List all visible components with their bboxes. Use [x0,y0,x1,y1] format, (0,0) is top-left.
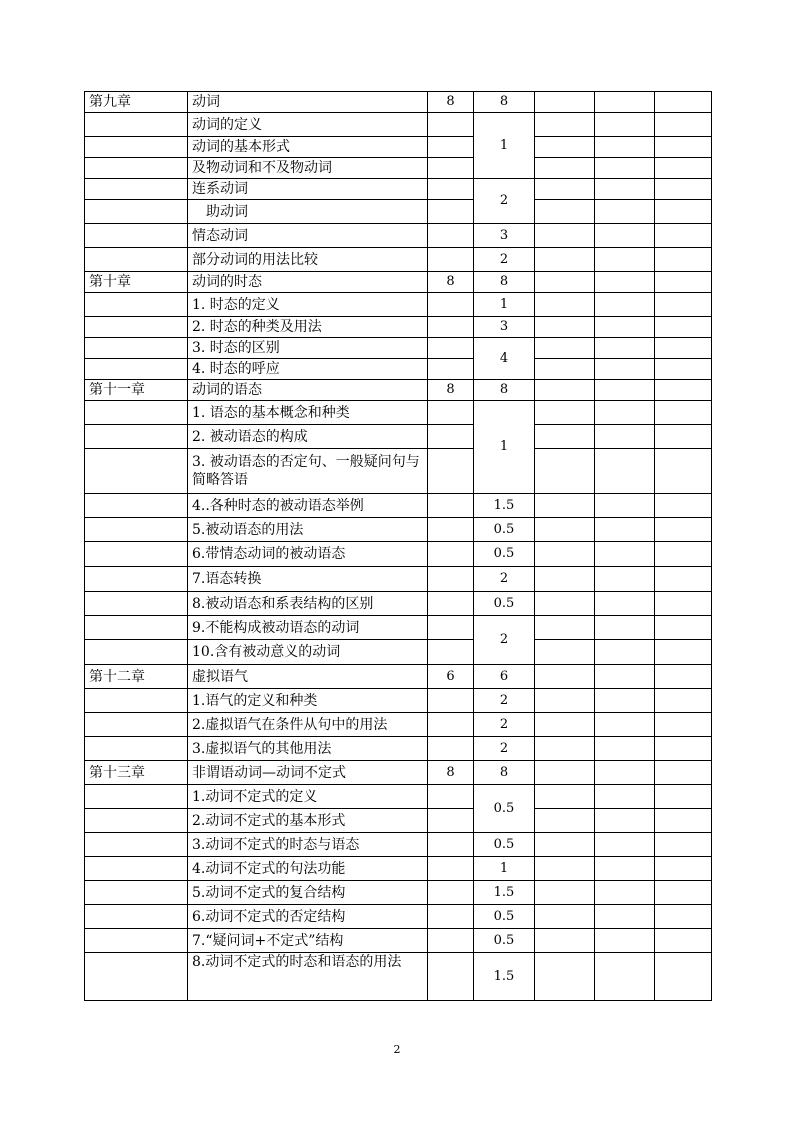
topic-cell: 8.被动语态和系表结构的区别 [188,592,428,616]
topic-cell: 7.“疑问词+不定式”结构 [188,929,428,953]
table-row [85,179,712,200]
chapter-cell [85,401,188,425]
chapter-cell [85,137,188,158]
chapter-cell: 第十三章 [85,761,188,785]
total-hours-cell [428,359,474,380]
empty-cell [655,200,712,224]
topic-cell: 4. 时态的呼应 [188,359,428,380]
total-hours-cell [428,689,474,713]
chapter-cell [85,449,188,494]
empty-cell [535,689,595,713]
empty-cell [595,881,655,905]
table-row [85,449,712,494]
topic-cell: 5.被动语态的用法 [188,518,428,542]
empty-cell [535,567,595,592]
chapter-cell [85,929,188,953]
total-hours-cell [428,616,474,640]
empty-cell [595,665,655,689]
empty-cell [535,809,595,833]
empty-cell [595,494,655,518]
empty-cell [655,616,712,640]
total-hours-cell [428,542,474,567]
chapter-cell [85,317,188,338]
empty-cell [595,425,655,449]
chapter-cell [85,905,188,929]
empty-cell [595,737,655,761]
table-row [85,380,712,401]
chapter-cell [85,518,188,542]
total-hours-cell: 8 [428,761,474,785]
empty-cell [595,713,655,737]
chapter-cell: 第十章 [85,272,188,293]
page-number: 2 [393,1043,401,1056]
topic-cell: 及物动词和不及物动词 [188,158,428,179]
empty-cell [655,665,712,689]
empty-cell [535,200,595,224]
total-hours-cell: 6 [428,665,474,689]
table-row [85,713,712,737]
topic-cell [188,200,428,224]
chapter-cell [85,224,188,248]
total-hours-cell [428,881,474,905]
chapter-cell [85,293,188,317]
empty-cell [655,713,712,737]
topic-cell: 3.虚拟语气的其他用法 [188,737,428,761]
chapter-cell [85,857,188,881]
total-hours-cell [428,248,474,272]
empty-cell [595,809,655,833]
topic-cell: 4..各种时态的被动语态举例 [188,494,428,518]
empty-cell [655,113,712,137]
topic-cell: 连系动词 [188,179,428,200]
hours-cell: 8 [474,761,535,785]
empty-cell [535,713,595,737]
table-row [85,567,712,592]
syllabus-table [84,91,712,1001]
total-hours-cell [428,425,474,449]
empty-cell [655,317,712,338]
topic-cell: 8.动词不定式的时态和语态的用法 [188,953,428,1001]
empty-cell [655,542,712,567]
hours-cell: 0.5 [474,542,535,567]
topic-cell: 1.语气的定义和种类 [188,689,428,713]
topic-cell: 1. 语态的基本概念和种类 [188,401,428,425]
empty-cell [535,293,595,317]
total-hours-cell [428,929,474,953]
empty-cell [595,567,655,592]
empty-cell [535,449,595,494]
topic-cell: 3. 时态的区别 [188,338,428,359]
empty-cell [535,380,595,401]
topic-cell: 5.动词不定式的复合结构 [188,881,428,905]
chapter-cell [85,542,188,567]
table-row [85,809,712,833]
total-hours-cell [428,113,474,137]
empty-cell [595,137,655,158]
empty-cell [655,338,712,359]
chapter-cell [85,689,188,713]
empty-cell [595,857,655,881]
hours-cell: 1 [474,401,535,494]
chapter-cell: 第十二章 [85,665,188,689]
empty-cell [535,272,595,293]
empty-cell [595,224,655,248]
topic-cell: 虚拟语气 [188,665,428,689]
table-row [85,272,712,293]
empty-cell [535,953,595,1001]
empty-cell [535,494,595,518]
empty-cell [655,293,712,317]
total-hours-cell: 8 [428,380,474,401]
empty-cell [535,905,595,929]
topic-cell: 2.动词不定式的基本形式 [188,809,428,833]
hours-cell: 2 [474,179,535,224]
empty-cell [535,338,595,359]
topic-cell: 非谓语动词—动词不定式 [188,761,428,785]
empty-cell [655,785,712,809]
empty-cell [655,137,712,158]
topic-cell: 3.动词不定式的时态与语态 [188,833,428,857]
hours-cell: 0.5 [474,833,535,857]
total-hours-cell [428,200,474,224]
empty-cell [535,737,595,761]
topic-cell: 1.动词不定式的定义 [188,785,428,809]
table-row [85,200,712,224]
total-hours-cell [428,317,474,338]
table-row [85,137,712,158]
empty-cell [535,881,595,905]
hours-cell: 6 [474,665,535,689]
table-row [85,616,712,640]
chapter-cell [85,809,188,833]
chapter-cell [85,248,188,272]
empty-cell [595,317,655,338]
empty-cell [595,905,655,929]
empty-cell [655,905,712,929]
table-row [85,737,712,761]
table-row [85,761,712,785]
empty-cell [595,542,655,567]
table-row [85,592,712,616]
empty-cell [595,380,655,401]
empty-cell [535,179,595,200]
chapter-cell: 第九章 [85,92,188,113]
hours-cell: 1.5 [474,494,535,518]
total-hours-cell [428,592,474,616]
empty-cell [535,224,595,248]
empty-cell [535,640,595,665]
chapter-cell [85,737,188,761]
table-row [85,359,712,380]
empty-cell [595,761,655,785]
topic-cell: 6.动词不定式的否定结构 [188,905,428,929]
empty-cell [535,401,595,425]
empty-cell [655,809,712,833]
total-hours-cell [428,179,474,200]
total-hours-cell [428,785,474,809]
empty-cell [535,92,595,113]
total-hours-cell [428,713,474,737]
chapter-cell [85,200,188,224]
hours-cell: 0.5 [474,518,535,542]
total-hours-cell [428,567,474,592]
empty-cell [535,592,595,616]
topic-cell: 3. 被动语态的否定句、一般疑问句与简略答语 [188,449,428,494]
empty-cell [595,401,655,425]
empty-cell [535,857,595,881]
topic-cell: 7.语态转换 [188,567,428,592]
hours-cell: 0.5 [474,592,535,616]
empty-cell [595,158,655,179]
empty-cell [595,293,655,317]
chapter-cell: 第十一章 [85,380,188,401]
chapter-cell [85,785,188,809]
hours-cell: 0.5 [474,785,535,833]
empty-cell [535,359,595,380]
empty-cell [655,833,712,857]
empty-cell [655,248,712,272]
total-hours-cell [428,449,474,494]
empty-cell [655,567,712,592]
topic-cell: 2. 时态的种类及用法 [188,317,428,338]
table-row [85,640,712,665]
topic-cell: 4.动词不定式的句法功能 [188,857,428,881]
empty-cell [655,592,712,616]
chapter-cell [85,425,188,449]
empty-cell [595,449,655,494]
empty-cell [595,359,655,380]
empty-cell [535,425,595,449]
total-hours-cell: 8 [428,272,474,293]
hours-cell: 1 [474,857,535,881]
empty-cell [655,401,712,425]
empty-cell [655,761,712,785]
chapter-cell [85,833,188,857]
empty-cell [595,833,655,857]
total-hours-cell [428,224,474,248]
total-hours-cell [428,158,474,179]
hours-cell: 3 [474,317,535,338]
empty-cell [595,200,655,224]
empty-cell [655,494,712,518]
total-hours-cell [428,137,474,158]
empty-cell [535,833,595,857]
empty-cell [655,737,712,761]
empty-cell [595,785,655,809]
hours-cell: 8 [474,92,535,113]
table-row [85,338,712,359]
topic-cell: 2.虚拟语气在条件从句中的用法 [188,713,428,737]
hours-cell: 3 [474,224,535,248]
hours-cell: 1.5 [474,881,535,905]
empty-cell [655,158,712,179]
chapter-cell [85,953,188,1001]
table-row [85,425,712,449]
chapter-cell [85,179,188,200]
topic-cell: 动词的基本形式 [188,137,428,158]
empty-cell [535,616,595,640]
topic-cell: 部分动词的用法比较 [188,248,428,272]
table-row [85,158,712,179]
chapter-cell [85,640,188,665]
empty-cell [535,518,595,542]
topic-cell: 9.不能构成被动语态的动词 [188,616,428,640]
empty-cell [535,785,595,809]
empty-cell [655,640,712,665]
total-hours-cell [428,953,474,1001]
total-hours-cell [428,857,474,881]
table-row [85,689,712,713]
table-row [85,665,712,689]
table-row [85,905,712,929]
empty-cell [655,179,712,200]
empty-cell [655,881,712,905]
hours-cell: 0.5 [474,905,535,929]
chapter-cell [85,881,188,905]
hours-cell: 4 [474,338,535,380]
chapter-cell [85,113,188,137]
table-row [85,92,712,113]
table-row [85,881,712,905]
total-hours-cell [428,640,474,665]
hours-cell: 1 [474,293,535,317]
empty-cell [535,113,595,137]
empty-cell [595,616,655,640]
empty-cell [595,113,655,137]
table-row [85,785,712,809]
empty-cell [595,179,655,200]
table-row [85,542,712,567]
empty-cell [655,359,712,380]
total-hours-cell [428,809,474,833]
table-row [85,857,712,881]
topic-cell: 2. 被动语态的构成 [188,425,428,449]
chapter-cell [85,338,188,359]
table-row [85,293,712,317]
hours-cell: 2 [474,689,535,713]
chapter-cell [85,713,188,737]
total-hours-cell [428,293,474,317]
empty-cell [655,272,712,293]
topic-cell: 1. 时态的定义 [188,293,428,317]
table-row [85,113,712,137]
total-hours-cell [428,494,474,518]
table-row [85,518,712,542]
topic-cell: 10.含有被动意义的动词 [188,640,428,665]
empty-cell [535,665,595,689]
table-row [85,494,712,518]
chapter-cell [85,592,188,616]
table-row [85,317,712,338]
empty-cell [595,272,655,293]
hours-cell: 2 [474,567,535,592]
empty-cell [595,953,655,1001]
empty-cell [655,689,712,713]
table-row [85,929,712,953]
total-hours-cell [428,518,474,542]
empty-cell [595,592,655,616]
empty-cell [595,338,655,359]
total-hours-cell: 8 [428,92,474,113]
chapter-cell [85,359,188,380]
empty-cell [655,929,712,953]
topic-cell: 动词的语态 [188,380,428,401]
chapter-cell [85,567,188,592]
empty-cell [595,92,655,113]
hours-cell: 0.5 [474,929,535,953]
topic-text: 助动词 [206,203,248,220]
table-row [85,401,712,425]
hours-cell: 2 [474,616,535,665]
total-hours-cell [428,737,474,761]
total-hours-cell [428,401,474,425]
empty-cell [595,518,655,542]
empty-cell [535,761,595,785]
table-row [85,224,712,248]
empty-cell [535,248,595,272]
empty-cell [655,449,712,494]
topic-cell: 6.带情态动词的被动语态 [188,542,428,567]
table-row [85,833,712,857]
empty-cell [655,857,712,881]
chapter-cell [85,494,188,518]
empty-cell [595,248,655,272]
hours-cell: 8 [474,272,535,293]
hours-cell: 1.5 [474,953,535,1001]
hours-cell: 2 [474,737,535,761]
hours-cell: 8 [474,380,535,401]
hours-cell: 2 [474,713,535,737]
total-hours-cell [428,833,474,857]
chapter-cell [85,158,188,179]
topic-cell: 动词 [188,92,428,113]
empty-cell [535,158,595,179]
total-hours-cell [428,905,474,929]
empty-cell [535,137,595,158]
hours-cell: 1 [474,113,535,179]
empty-cell [595,929,655,953]
total-hours-cell [428,338,474,359]
empty-cell [595,689,655,713]
hours-cell: 2 [474,248,535,272]
empty-cell [655,380,712,401]
empty-cell [655,425,712,449]
empty-cell [655,518,712,542]
chapter-cell [85,616,188,640]
empty-cell [535,317,595,338]
topic-cell: 动词的时态 [188,272,428,293]
empty-cell [595,640,655,665]
table-row [85,953,712,1001]
topic-cell: 动词的定义 [188,113,428,137]
empty-cell [535,542,595,567]
table-row [85,248,712,272]
empty-cell [535,929,595,953]
empty-cell [655,953,712,1001]
topic-cell: 情态动词 [188,224,428,248]
empty-cell [655,224,712,248]
empty-cell [655,92,712,113]
